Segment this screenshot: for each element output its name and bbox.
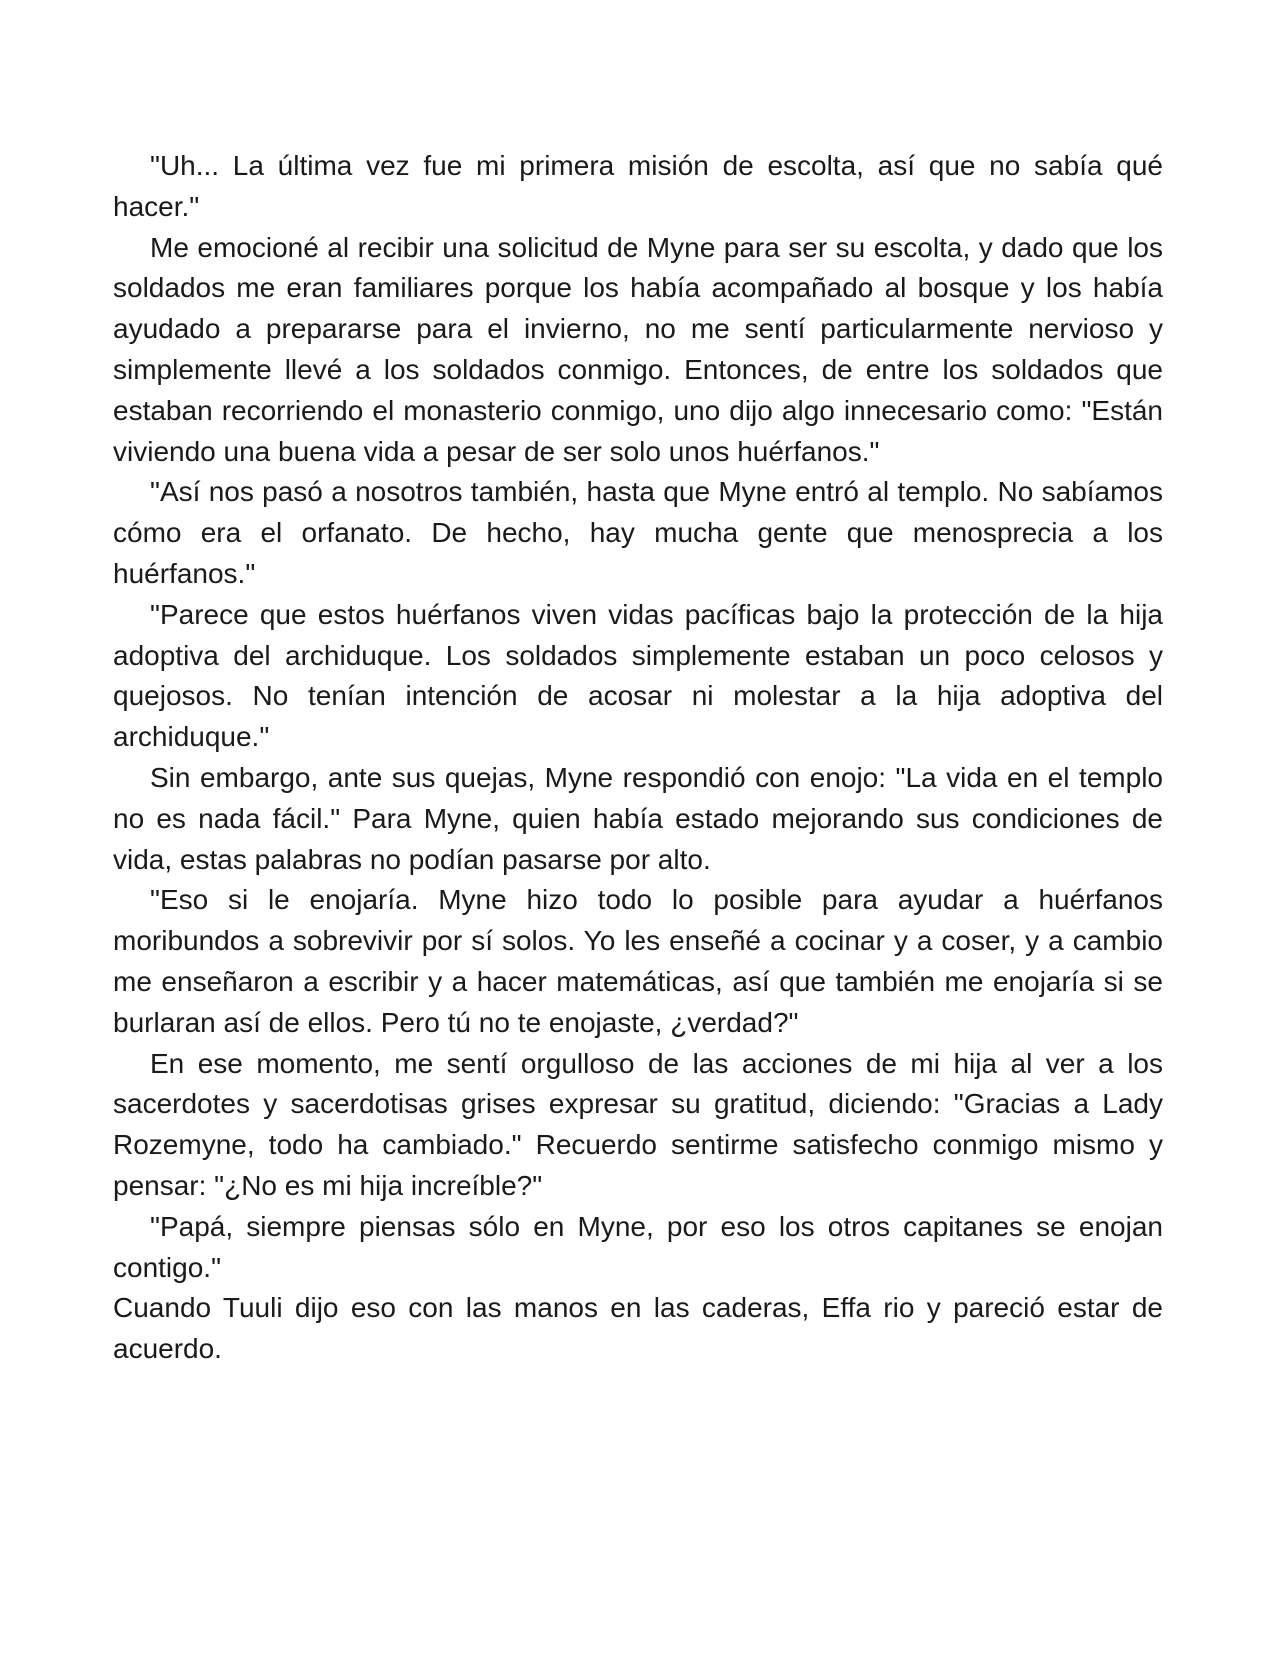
paragraph-5: Sin embargo, ante sus quejas, Myne respondió con enojo: "La vida en el templo no es nada fácil." Para Myne, quien había estado mejorando sus condiciones de vida, estas palabras no podían pasarse por alto.	[113, 761, 1163, 875]
paragraph-9: Cuando Tuuli dijo eso con las manos en las caderas, Effa rio y pareció estar de acuerdo.	[113, 1292, 1163, 1365]
paragraph-7: En ese momento, me sentí orgulloso de las acciones de mi hija al ver a los sacerdotes y sacerdotisas grises expresar su gratitud, diciendo: "Gracias a Lady Rozemyne, todo ha cambiado." Recuerdo sentirme satisfecho conmigo mismo y pensar: "¿No es mi hija increíble?"	[113, 1047, 1163, 1201]
body-text	[113, 146, 1163, 1370]
paragraph-4: "Parece que estos huérfanos viven vidas pacíficas bajo la protección de la hija adoptiva del archiduque. Los soldados simplemente estaban un poco celosos y quejosos. No tenían intención de acosar ni molestar a la hija adoptiva del archiduque."	[113, 598, 1163, 753]
paragraph-8: "Papá, siempre piensas sólo en Myne, por eso los otros capitanes se enojan contigo."	[113, 1210, 1163, 1283]
paragraph-2: Me emocioné al recibir una solicitud de Myne para ser su escolta, y dado que los soldados me eran familiares porque los había acompañado al bosque y los había ayudado a prepararse para el invierno, no me sentí particularmente nervioso y simplemente llevé a los soldados conmigo. Entonces, de entre los soldados que estaban recorriendo el monasterio conmigo, uno dijo algo innecesario como: "Están viviendo una buena vida a pesar de ser solo unos huérfanos."	[113, 231, 1163, 467]
paragraph-1: "Uh... La última vez fue mi primera misión de escolta, así que no sabía qué hacer."	[113, 150, 1163, 222]
paragraph-3: "Así nos pasó a nosotros también, hasta que Myne entró al templo. No sabíamos cómo era el orfanato. De hecho, hay mucha gente que menosprecia a los huérfanos."	[113, 476, 1163, 589]
paragraph-6: "Eso si le enojaría. Myne hizo todo lo posible para ayudar a huérfanos moribundos a sobrevivir por sí solos. Yo les enseñé a cocinar y a coser, y a cambio me enseñaron a escribir y a hacer matemáticas, así que también me enojaría si se burlaran así de ellos. Pero tú no te enojaste, ¿verdad?"	[113, 884, 1163, 1038]
